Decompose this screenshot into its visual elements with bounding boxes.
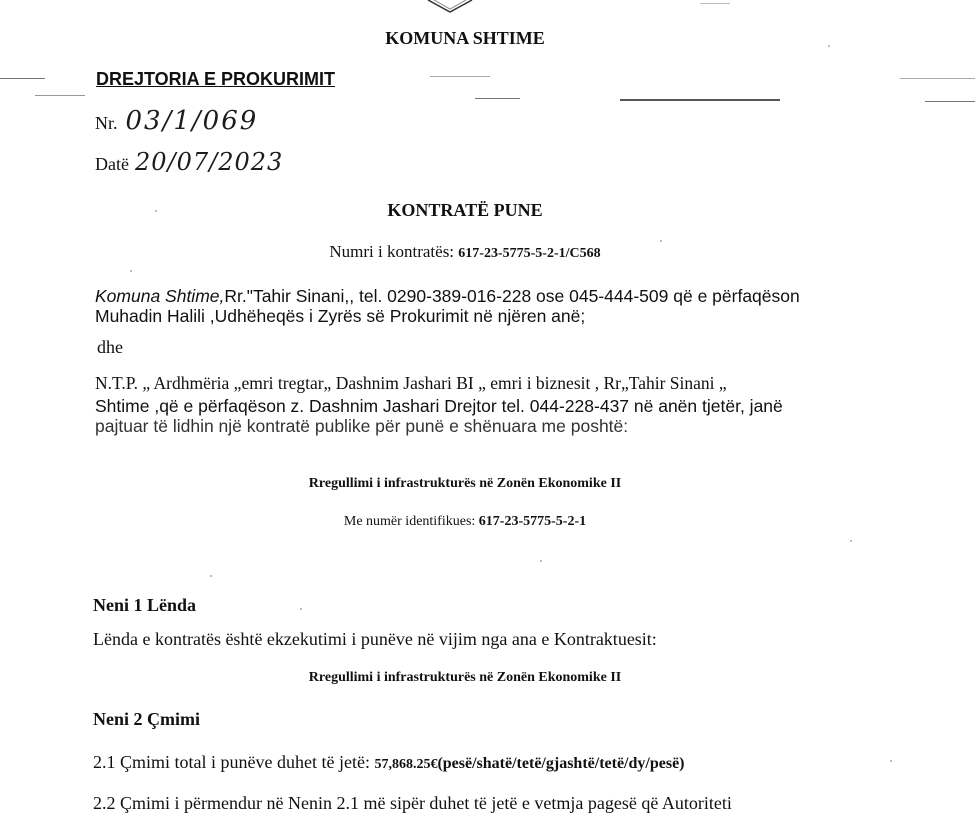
reference-number: [95, 106, 258, 136]
scan-line: [35, 95, 85, 96]
project-id-line: [0, 514, 930, 530]
scan-speck: [210, 575, 212, 577]
conjunction: dhe: [97, 337, 123, 357]
scan-line: [925, 101, 975, 102]
project-id-label: Me numër identifikues:: [343, 514, 476, 529]
scan-speck: [890, 760, 892, 762]
number-value: 03/1/069: [125, 106, 259, 136]
contract-number-value: 617-23-5775-5-2-1/C568: [458, 246, 601, 261]
party-two-line-3: pajtuar të lidhin një kontratë publike për punë e shënuara me poshtë:: [95, 416, 629, 436]
party-two-line-1: N.T.P. „ Ardhmëria „emri tregtar„ Dashnim Jashari BI „ emri i biznesit , Rr„Tahir Sinani „: [95, 373, 727, 393]
party-one-name: Komuna Shtime,: [95, 286, 225, 306]
article-1-subject: Rregullimi i infrastrukturës në Zonën Ekonomike II: [308, 670, 622, 685]
scan-line: [430, 76, 490, 77]
contract-number-line: [0, 242, 930, 262]
scan-speck: [300, 608, 302, 610]
emblem-icon: [420, 0, 480, 14]
party-one-line-1: [95, 286, 800, 306]
directorate-title: DREJTORIA E PROKURIMIT: [96, 69, 336, 89]
party-one-line-2: Muhadin Halili ,Udhëheqës i Zyrës së Prokurimit në njëren anë;: [95, 306, 586, 326]
scan-line: [620, 99, 780, 101]
project-name: Rregullimi i infrastrukturës në Zonën Ekonomike II: [308, 476, 622, 491]
contract-title: KONTRATË PUNE: [387, 200, 543, 220]
scan-speck: [540, 560, 542, 562]
article-2-heading: Neni 2 Çmimi: [93, 709, 200, 729]
scan-line: [475, 98, 520, 99]
party-one-details: Rr."Tahir Sinani,, tel. 0290-389-016-228 ose 045-444-509 që e përfaqëson: [224, 286, 800, 306]
scan-line: [0, 78, 45, 79]
emblem-fragment: [420, 0, 480, 14]
scan-line: [900, 78, 975, 79]
scan-speck: [130, 270, 132, 272]
number-label: Nr.: [95, 113, 118, 133]
scan-speck: [850, 540, 852, 542]
date-label: Datë: [95, 154, 129, 174]
date-value: 20/07/2023: [134, 148, 284, 176]
scan-line: [700, 3, 730, 4]
article-2-price-line: [93, 752, 685, 773]
article-1-text: Lënda e kontratës është ekzekutimi i punëve në vijim nga ana e Kontraktuesit:: [93, 629, 657, 649]
price-in-words: (pesë/shatë/tetë/gjashtë/tetë/dy/pesë): [437, 755, 685, 772]
project-id-value: 617-23-5775-5-2-1: [478, 514, 587, 529]
document-date: [95, 148, 283, 176]
price-text: 2.1 Çmimi total i punëve duhet të jetë:: [93, 752, 370, 772]
contract-number-label: Numri i kontratës:: [329, 242, 455, 261]
party-two-line-2: Shtime ,që e përfaqëson z. Dashnim Jashari Drejtor tel. 044-228-437 në anën tjetër, janë: [95, 396, 783, 416]
article-2-paragraph-2: 2.2 Çmimi i përmendur në Nenin 2.1 më sipër duhet të jetë e vetmja pagesë që Autoriteti: [93, 793, 732, 813]
article-1-heading: Neni 1 Lënda: [93, 595, 197, 615]
price-amount: 57,868.25€: [374, 757, 438, 772]
municipality-title: KOMUNA SHTIME: [385, 28, 545, 48]
